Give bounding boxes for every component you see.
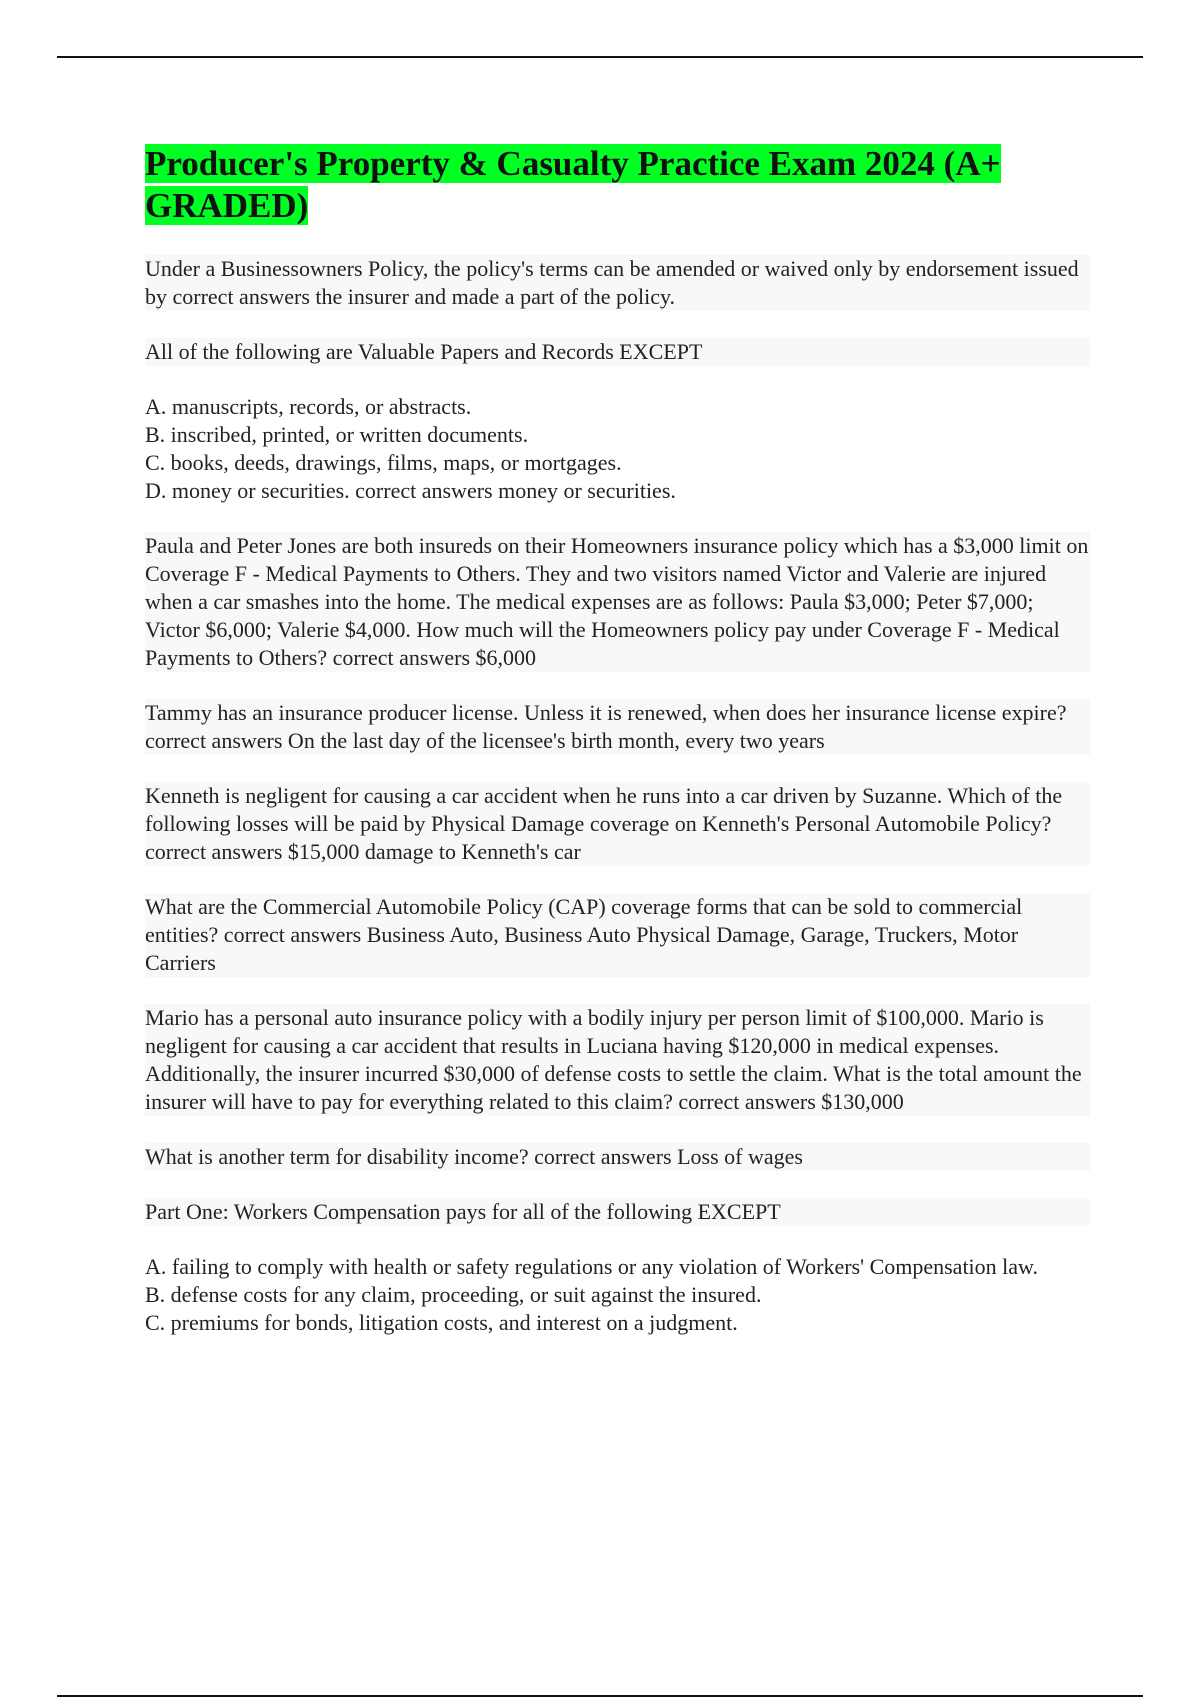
option-b: B. inscribed, printed, or written documents.: [145, 422, 529, 447]
question-2-stem: All of the following are Valuable Papers and Records EXCEPT: [145, 338, 1090, 366]
question-6: What are the Commercial Automobile Policy (CAP) coverage forms that can be sold to commercial entities? correct answers Business Auto, Business Auto Physical Damage, Garage, Truckers, Motor Carriers: [145, 893, 1090, 977]
document-title: [145, 143, 1090, 227]
option-d: D. money or securities. correct answers money or securities.: [145, 478, 676, 503]
top-rule: [57, 56, 1143, 58]
question-8: What is another term for disability income? correct answers Loss of wages: [145, 1143, 1090, 1171]
question-7: Mario has a personal auto insurance policy with a bodily injury per person limit of $100,000. Mario is negligent for causing a car accident that results in Luciana having $120,000 in medical expenses. Additionally, the insurer incurred $30,000 of defense costs to settle the claim. What is the total amount the insurer will have to pay for everything related to this claim? correct answers $130,000: [145, 1004, 1090, 1116]
question-9-options: [145, 1253, 1090, 1337]
option-a: A. manuscripts, records, or abstracts.: [145, 394, 472, 419]
option-a: A. failing to comply with health or safety regulations or any violation of Workers' Compensation law.: [145, 1254, 1039, 1279]
title-highlight: Producer's Property & Casualty Practice Exam 2024 (A+ GRADED): [145, 144, 1001, 225]
question-3: Paula and Peter Jones are both insureds on their Homeowners insurance policy which has a $3,000 limit on Coverage F - Medical Payments to Others. They and two visitors named Victor and Valerie are injured when a car smashes into the home. The medical expenses are as follows: Paula $3,000; Peter $7,000; Victor $6,000; Valerie $4,000. How much will the Homeowners policy pay under Coverage F - Medical Payments to Others? correct answers $6,000: [145, 533, 1089, 670]
option-c: C. books, deeds, drawings, films, maps, or mortgages.: [145, 450, 622, 475]
question-4: Tammy has an insurance producer license. Unless it is renewed, when does her insurance license expire? correct answers On the last day of the licensee's birth month, every two years: [145, 699, 1090, 755]
question-5: Kenneth is negligent for causing a car accident when he runs into a car driven by Suzanne. Which of the following losses will be paid by Physical Damage coverage on Kenneth's Personal Automobile Policy? correct answers $15,000 damage to Kenneth's car: [145, 782, 1090, 866]
document-body: [145, 143, 1090, 1364]
option-c: C. premiums for bonds, litigation costs, and interest on a judgment.: [145, 1310, 738, 1335]
bottom-rule: [57, 1695, 1143, 1697]
question-9-stem: Part One: Workers Compensation pays for all of the following EXCEPT: [145, 1198, 1090, 1226]
option-b: B. defense costs for any claim, proceeding, or suit against the insured.: [145, 1282, 762, 1307]
question-1: Under a Businessowners Policy, the policy's terms can be amended or waived only by endorsement issued by correct answers the insurer and made a part of the policy.: [145, 255, 1090, 311]
question-2-options: [145, 393, 1090, 505]
